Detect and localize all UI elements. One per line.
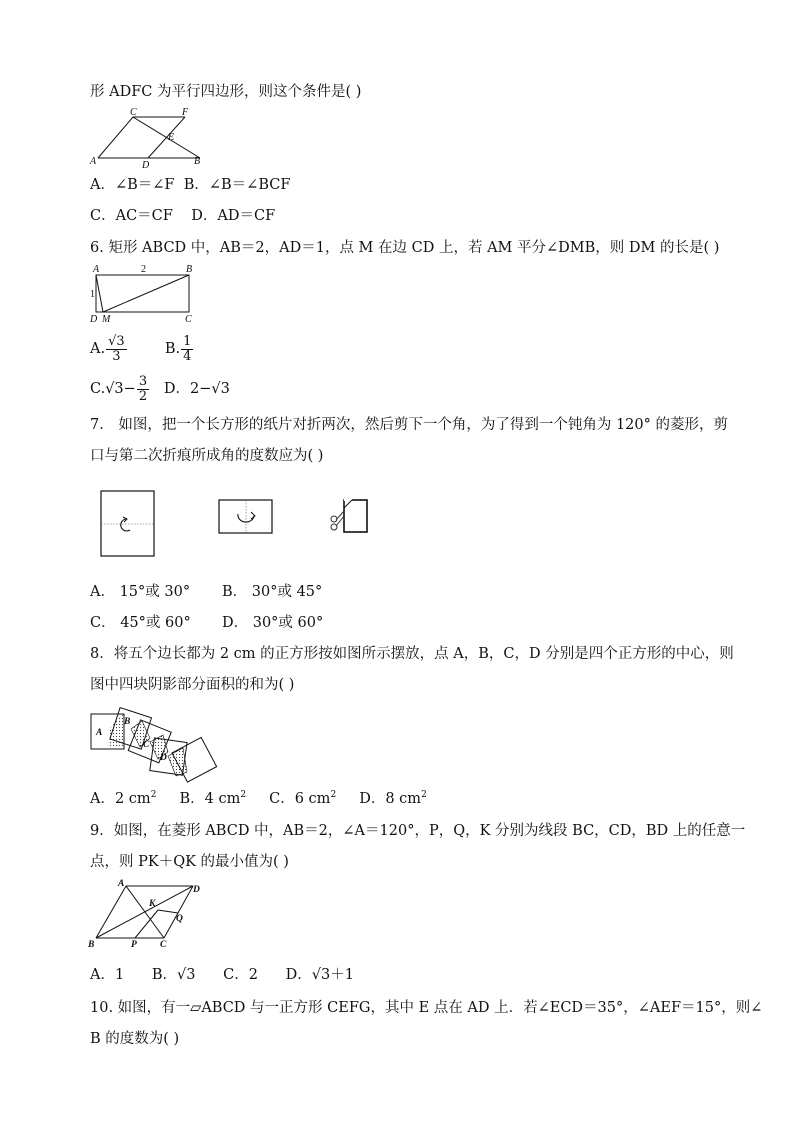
q7-stem-line2: 口与第二次折痕所成角的度数应为( ) [90,448,324,464]
q5-parallelogram-figure [88,106,206,168]
q7-options-row1 [90,582,322,602]
q7-stem-line1: 7． 如图，把一个长方形的纸片对折两次，然后剪下一个角，为了得到一个钝角为 120° 的菱形，剪 [90,417,728,433]
q5-label-e: E [168,132,175,143]
q9-label-d: D [193,885,200,895]
q7-folding-figure [96,486,396,561]
q9-option-d: D．√3＋1 [285,967,354,983]
q8-option-b: B．4 $cm^2$ [179,790,247,807]
q5-label-b: B [194,156,201,167]
q7-options-row2 [90,613,323,633]
q5-label-a: A [90,156,97,167]
q9-option-c: C．2 [223,967,258,983]
q8-stem-line2: 图中四块阴影部分面积的和为( ) [90,677,295,693]
q9-options-row [90,965,354,985]
q7-option-c: C． 45°或 60° [90,615,191,631]
q10-stem-line1: 10. 如图，有一▱ABCD 与一正方形 CEFG，其中 E 点在 AD 上．若∠ECD＝35°，∠AEF＝15°，则∠ [90,1000,763,1016]
q8-stem-line1: 8．将五个边长都为 2 cm 的正方形按如图所示摆放，点 A，B，C，D 分别是四个正方形的中心，则 [90,646,734,662]
q5-option-b: B．∠B＝∠BCF [183,177,291,193]
q6-label-a: A [93,264,100,275]
q5-options-row1 [90,175,290,195]
q9-rhombus-figure [86,878,210,950]
q8-label-d: D [160,753,167,763]
q6-option-d: D．2−√3 [163,381,230,397]
q6-stem: 6. 矩形 ABCD 中，AB＝2，AD＝1，点 M 在边 CD 上，若 AM 平分∠DMB，则 DM 的长是( ) [90,240,720,256]
q5-option-a: A．∠B＝∠F [90,177,175,193]
q9-label-p: P [131,940,137,950]
q6-options-row1 [90,332,194,366]
q5-stem-tail: 形 ADFC 为平行四边形，则这个条件是( ) [90,84,362,100]
q7-option-b: B． 30°或 45° [222,584,323,600]
scissors-icon [331,511,344,530]
q6-label-m: M [102,314,111,324]
q7-option-a: A． 15°或 30° [90,584,191,600]
q6-option-a: A. $\frac{√3}{3}$ [90,333,125,364]
q9-option-a: A．1 [90,967,125,983]
q9-label-k: K [149,899,156,909]
q5-label-d: D [142,160,150,168]
q8-option-c: C．6 $cm^2$ [269,790,337,807]
q5-options-row2 [90,206,275,226]
q5-option-d: D．AD＝CF [191,208,276,224]
q6-option-b: B. $\frac{1}{4}$ [164,333,192,364]
q8-option-a: A．2 $cm^2$ [90,790,157,807]
q5-option-c: C．AC＝CF [90,208,173,224]
q9-stem-line1: 9．如图，在菱形 ABCD 中，AB＝2，∠A＝120°，P，Q，K 分别为线段 BC，CD，BD 上的任意一 [90,823,746,839]
q8-squares-figure [88,702,223,784]
q6-rectangle-figure [88,262,200,324]
q6-length-ab: 2 [141,264,146,275]
q9-stem-line2: 点，则 PK＋QK 的最小值为( ) [90,854,289,870]
q10-stem-line2: B 的度数为( ) [90,1031,180,1047]
q6-options-row2 [90,372,230,406]
q6-label-b: B [186,264,193,275]
q9-label-b: B [88,940,95,950]
q9-label-q: Q [176,914,183,924]
q7-option-d: D． 30°或 60° [222,615,324,631]
q9-label-c: C [160,940,167,950]
q8-label-b: B [124,717,131,727]
q8-label-a: A [96,728,103,738]
q8-option-d: D．8 $cm^2$ [359,790,427,807]
q8-options-row [90,789,427,809]
q5-label-c: C [130,107,137,118]
q8-label-c: C [143,740,150,750]
q9-option-b: B．√3 [151,967,196,983]
q5-label-f: F [182,107,189,118]
q6-label-d: D [90,314,98,324]
q6-label-c: C [185,314,192,324]
q6-option-c: C.√3− $\frac{3}{2}$ [90,373,148,404]
q9-label-a: A [118,879,125,889]
q6-length-ad: 1 [90,289,95,300]
